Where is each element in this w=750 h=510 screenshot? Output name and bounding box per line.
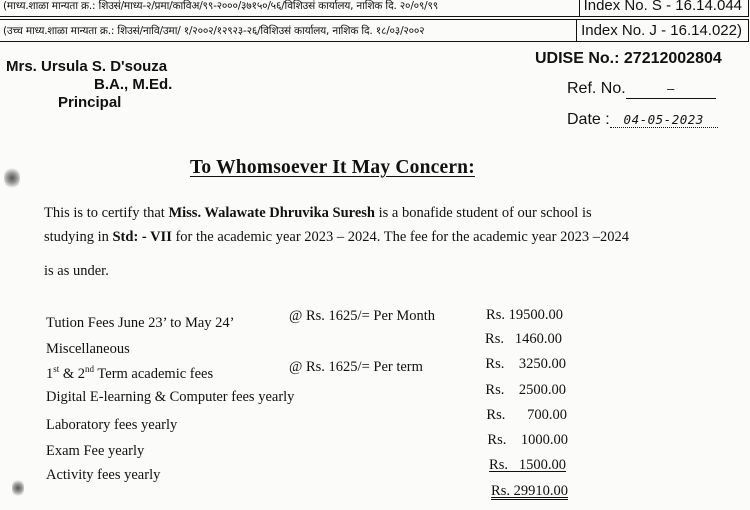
school-recognition-text: (माध्य.शाळा मान्यता क्र.: शिउसं/माध्य-२/प्रमा/काविअ/९९-२०००/३७१५०/५६/विशिउसं कार्यालय, नाशिक दि. २०/०९/९९	[3, 0, 439, 12]
scan-smudge-mark	[12, 478, 24, 498]
fee-label-part: Term academic fees	[94, 365, 214, 382]
index-number-j: Index No. J - 16.14.022)	[576, 20, 748, 41]
fee-label-laboratory: Laboratory fees yearly	[46, 417, 178, 433]
fee-label-tuition: Tution Fees June 23’ to May 24’	[46, 315, 235, 331]
body-line-1	[44, 205, 592, 222]
fee-amount-exam: Rs. 1000.00	[487, 432, 568, 448]
fee-label-part: & 2	[59, 365, 86, 382]
index-number-s: Index No. S - 16.14.044	[579, 0, 748, 16]
fee-label-exam: Exam Fee yearly	[46, 443, 145, 459]
body-line-2	[44, 229, 629, 246]
header-row-2	[0, 19, 749, 42]
fee-rate-term: @ Rs. 1625/= Per term	[289, 359, 423, 375]
fee-total: Rs. 29910.00	[491, 483, 568, 499]
fee-amount-term: Rs. 3250.00	[485, 356, 566, 372]
fee-label-sup: nd	[85, 364, 95, 374]
date-label: Date :	[567, 111, 610, 128]
fee-amount-tuition: Rs. 19500.00	[486, 307, 563, 323]
higher-secondary-recognition-text: (उच्च माध्य.शाळा मान्यता क्र.: शिउसं/नावि/उमा/ १/२००२/१२९२३-२६/विशिउसं कार्यालय, नाशिक दि. १८/०३/२००२	[3, 24, 425, 37]
fee-amount-laboratory: Rs. 700.00	[486, 407, 567, 423]
fee-label-sup: st	[53, 364, 60, 374]
principal-name: Mrs. Ursula S. D'souza	[6, 58, 168, 75]
principal-degrees: B.A., M.Ed.	[94, 76, 173, 93]
header-row-1	[0, 0, 749, 17]
ref-value: –	[626, 84, 716, 99]
date-field	[567, 111, 718, 129]
body-text: for the academic year 2023 – 2024. The fee for the academic year 2023 –2024	[171, 229, 629, 245]
fee-label-term	[46, 364, 213, 383]
fee-label-activity: Activity fees yearly	[46, 467, 161, 483]
fee-amount-digital: Rs. 2500.00	[485, 382, 566, 398]
fee-amount-miscellaneous: Rs. 1460.00	[485, 331, 562, 347]
body-line-3: is as under.	[44, 263, 109, 279]
fee-label-part: 1	[46, 365, 54, 382]
fee-label-digital: Digital E-learning & Computer fees yearly	[46, 389, 295, 405]
student-name: Miss. Walawate Dhruvika Suresh	[168, 205, 375, 221]
ref-label: Ref. No.	[567, 80, 626, 97]
principal-title: Principal	[58, 94, 122, 111]
fee-amount-activity: Rs. 1500.00	[489, 457, 566, 473]
fee-rate-tuition: @ Rs. 1625/= Per Month	[289, 308, 435, 324]
scan-smudge-mark	[4, 166, 20, 190]
document-title: To Whomsoever It May Concern:	[190, 157, 475, 178]
body-text: studying in	[44, 229, 113, 245]
udise-number: UDISE No.: 27212002804	[535, 50, 722, 67]
date-value: 04-05-2023	[610, 112, 718, 128]
ref-number	[567, 80, 716, 99]
body-text: is a bonafide student of our school is	[374, 205, 592, 221]
fee-label-miscellaneous: Miscellaneous	[46, 341, 130, 357]
student-standard: Std: - VII	[112, 229, 172, 245]
body-text: This is to certify that	[44, 205, 169, 221]
